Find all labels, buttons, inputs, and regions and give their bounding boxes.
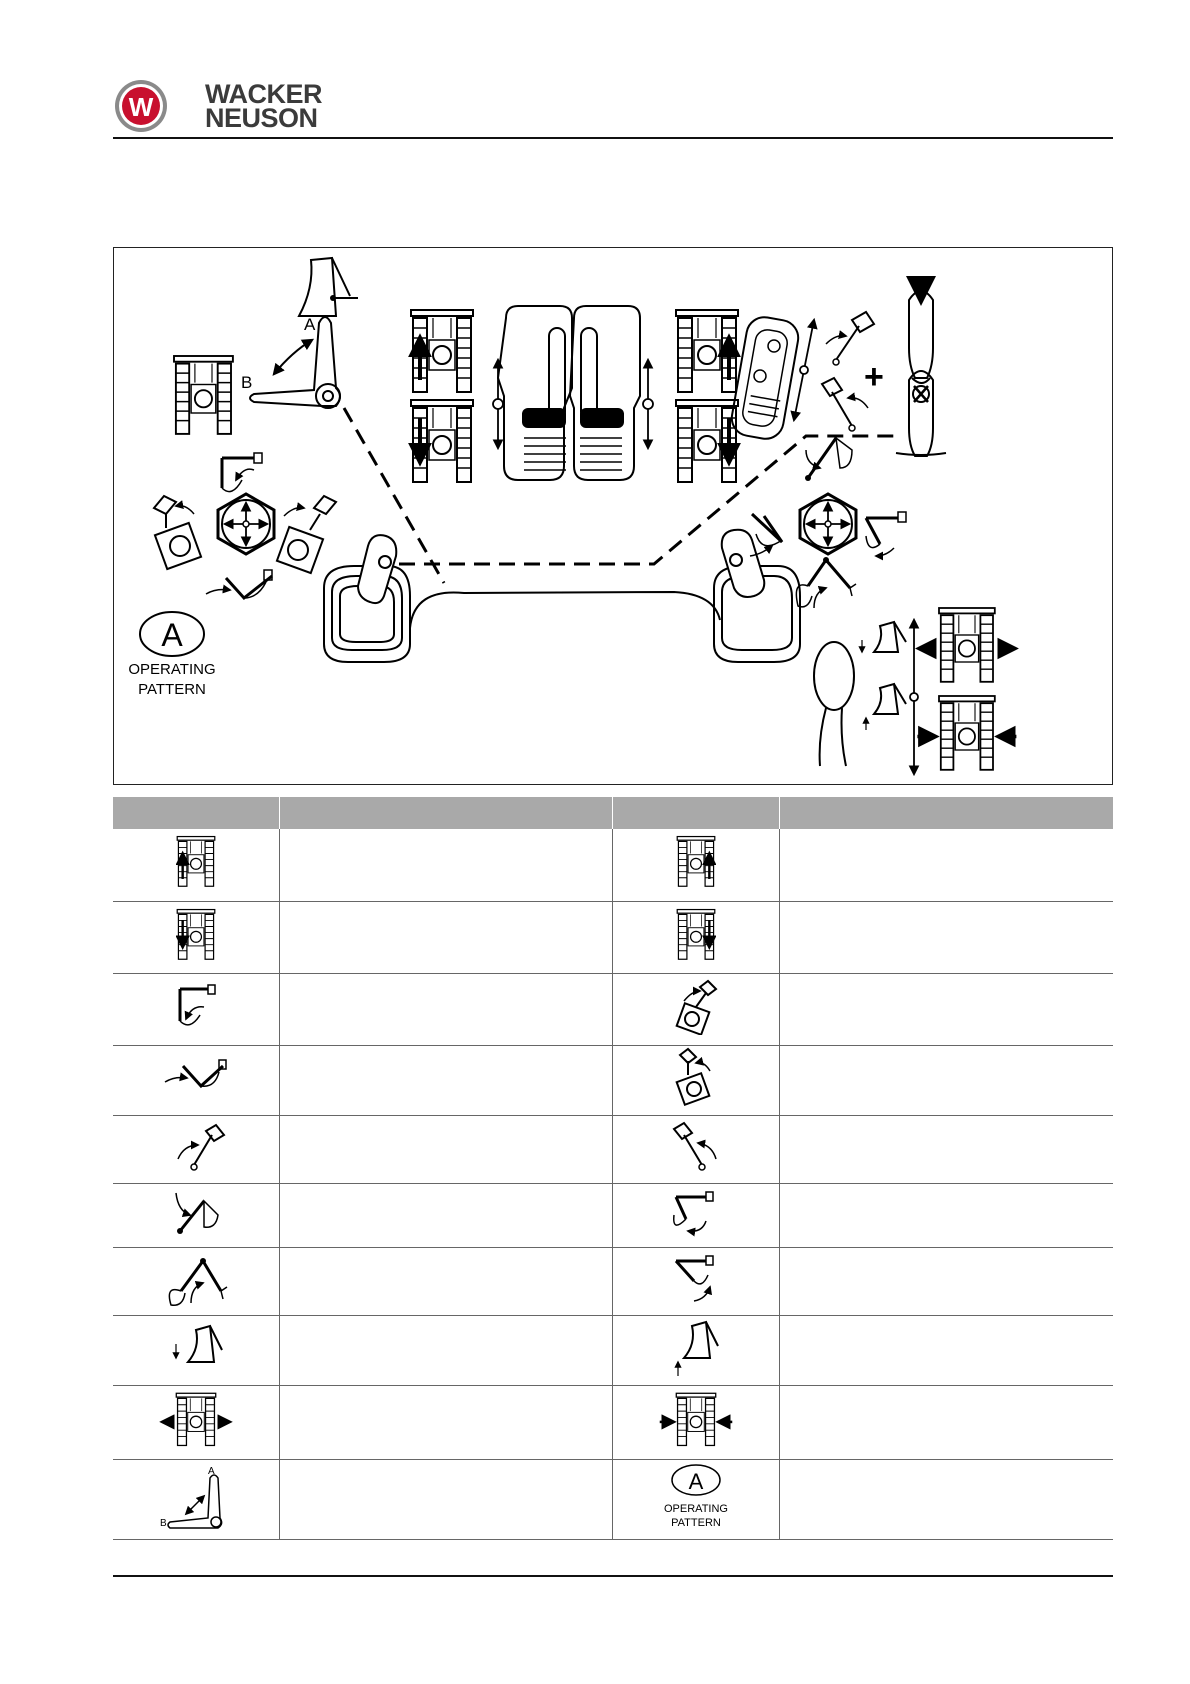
table-row bbox=[113, 829, 1113, 901]
table-cell-description bbox=[279, 1045, 613, 1115]
table-pattern-letter: A bbox=[688, 1468, 704, 1494]
table-cell-description bbox=[279, 1183, 613, 1247]
table-cell-description bbox=[279, 973, 613, 1045]
table-row bbox=[113, 1315, 1113, 1385]
operating-pattern-letter: A bbox=[161, 617, 183, 653]
table-cell-description bbox=[780, 829, 1113, 901]
table-lever-label-a: A bbox=[207, 1465, 215, 1477]
table-cell-description bbox=[279, 901, 613, 973]
undercarriage-extend-icon bbox=[113, 1385, 279, 1459]
track-forward-left-icon bbox=[113, 829, 279, 901]
bucket-curl-icon bbox=[613, 1183, 780, 1247]
right-joystick-pattern-icon bbox=[800, 494, 856, 554]
logo-letter: W bbox=[128, 92, 154, 122]
blade-lower-icon-fig bbox=[862, 622, 906, 652]
table-cell-description bbox=[780, 1183, 1113, 1247]
lever-label-a: A bbox=[304, 315, 316, 334]
arm-in-icon-fig bbox=[805, 438, 852, 481]
swing-right-icon-fig bbox=[277, 496, 336, 573]
table-cell-description bbox=[780, 1459, 1113, 1539]
table-row bbox=[113, 1247, 1113, 1315]
lever-label-b: B bbox=[241, 373, 253, 392]
track-forward-right-icon bbox=[676, 310, 738, 392]
boom-up-icon-fig bbox=[206, 570, 272, 598]
undercarriage-small-icon bbox=[174, 356, 233, 434]
brand-line-1: WACKER bbox=[205, 79, 322, 109]
boom-offset-right-icon bbox=[113, 1115, 279, 1183]
arm-out-icon bbox=[113, 1247, 279, 1315]
boom-down-icon bbox=[113, 973, 279, 1045]
table-row bbox=[113, 1045, 1113, 1115]
pattern-change-lever-icon bbox=[241, 315, 340, 408]
footer-divider bbox=[113, 1575, 1113, 1577]
boom-down-icon-fig bbox=[222, 453, 262, 492]
table-row bbox=[113, 1115, 1113, 1183]
track-reverse-left-icon bbox=[411, 400, 473, 482]
boom-offset-left-icon-fig bbox=[822, 378, 868, 431]
controls-table bbox=[113, 797, 1113, 1540]
blade-lever-icon bbox=[814, 642, 854, 766]
controls-overview-figure bbox=[113, 247, 1113, 785]
brand-line-2: NEUSON bbox=[205, 103, 318, 133]
table-row bbox=[113, 1459, 1113, 1539]
auxiliary-pedal-icon bbox=[729, 314, 801, 441]
wacker-neuson-logo-icon bbox=[113, 78, 169, 134]
table-cell-description bbox=[780, 901, 1113, 973]
swing-right-icon bbox=[613, 973, 780, 1045]
table-cell-description bbox=[279, 1247, 613, 1315]
table-cell-description bbox=[780, 1115, 1113, 1183]
track-reverse-right-icon bbox=[613, 901, 780, 973]
track-reverse-right-icon bbox=[676, 400, 738, 482]
table-row bbox=[113, 1385, 1113, 1459]
operator-console-outline bbox=[410, 592, 720, 628]
joystick-button-icon bbox=[896, 286, 946, 456]
header-divider bbox=[113, 137, 1113, 139]
table-row bbox=[113, 1183, 1113, 1247]
table-cell-description bbox=[780, 1045, 1113, 1115]
table-cell-description bbox=[279, 1115, 613, 1183]
undercarriage-extend-icon-fig bbox=[919, 608, 1014, 682]
plus-sign: + bbox=[864, 358, 884, 396]
pedal-arrow-left bbox=[524, 360, 527, 366]
operating-pattern-icon bbox=[613, 1459, 780, 1539]
table-cell-description bbox=[780, 973, 1113, 1045]
table-pattern-label-1: OPERATING bbox=[664, 1502, 729, 1515]
table-lever-label-b: B bbox=[159, 1517, 167, 1529]
table-cell-description bbox=[279, 1459, 613, 1539]
swing-left-icon-fig bbox=[154, 496, 201, 569]
table-header-cell bbox=[113, 797, 279, 829]
right-joystick-icon bbox=[714, 530, 800, 662]
controls-diagram bbox=[114, 248, 1112, 784]
table-header-cell bbox=[279, 797, 613, 829]
table-header-row bbox=[113, 797, 1113, 829]
table-cell-description bbox=[279, 829, 613, 901]
boom-up-icon bbox=[113, 1045, 279, 1115]
undercarriage-retract-icon bbox=[613, 1385, 780, 1459]
table-pattern-label-2: PATTERN bbox=[671, 1516, 722, 1529]
track-forward-left-icon bbox=[411, 310, 473, 392]
page-header bbox=[113, 78, 1113, 138]
blade-lower-icon bbox=[113, 1315, 279, 1385]
swing-left-icon bbox=[613, 1045, 780, 1115]
table-cell-description bbox=[279, 1385, 613, 1459]
table-cell-description bbox=[279, 1315, 613, 1385]
bucket-dump-icon-fig bbox=[866, 512, 906, 556]
undercarriage-retract-icon-fig bbox=[917, 696, 1016, 770]
table-cell-description bbox=[780, 1247, 1113, 1315]
track-forward-right-icon bbox=[613, 829, 780, 901]
blade-raise-icon-fig bbox=[866, 684, 906, 730]
operating-pattern-label-2: PATTERN bbox=[138, 681, 206, 698]
bucket-dump-icon bbox=[613, 1247, 780, 1315]
arm-in-icon bbox=[113, 1183, 279, 1247]
travel-pedals-icon bbox=[498, 306, 640, 480]
left-joystick-icon bbox=[324, 535, 410, 662]
table-row bbox=[113, 901, 1113, 973]
table-row bbox=[113, 973, 1113, 1045]
blade-icon bbox=[299, 258, 358, 316]
track-reverse-left-icon bbox=[113, 901, 279, 973]
table-cell-description bbox=[780, 1315, 1113, 1385]
operating-pattern-label-1: OPERATING bbox=[128, 661, 216, 678]
brand-name bbox=[205, 79, 322, 133]
table-cell-description bbox=[780, 1385, 1113, 1459]
left-joystick-pattern-icon bbox=[218, 494, 274, 554]
table-header-cell bbox=[613, 797, 780, 829]
arm-out-icon-fig bbox=[796, 557, 856, 608]
blade-raise-icon bbox=[613, 1315, 780, 1385]
operating-pattern-badge bbox=[128, 612, 215, 698]
pattern-lever-icon bbox=[113, 1459, 279, 1539]
table-header-cell bbox=[780, 797, 1113, 829]
boom-offset-left-icon bbox=[613, 1115, 780, 1183]
